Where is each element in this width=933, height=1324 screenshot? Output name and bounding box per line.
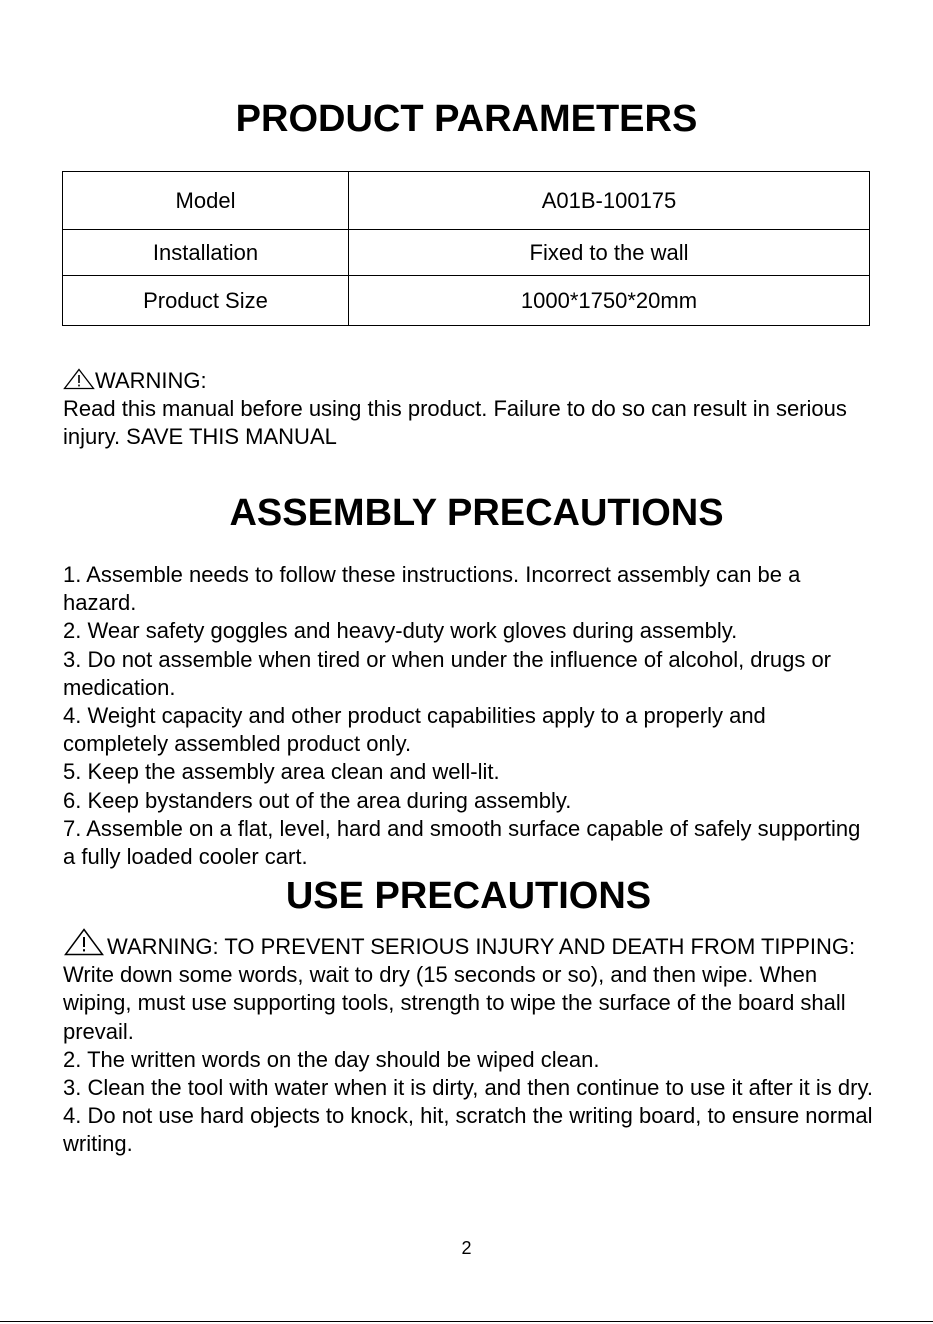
list-item: 4. Do not use hard objects to knock, hit, scratch the writing board, to ensure normal writing.: [63, 1103, 873, 1157]
param-label-model: Model: [63, 172, 349, 230]
list-item: 1. Assemble needs to follow these instructions. Incorrect assembly can be a hazard.: [63, 562, 801, 616]
bottom-divider: [0, 1321, 933, 1322]
table-row: [63, 276, 870, 326]
use-precautions-heading: USE PRECAUTIONS: [285, 875, 652, 917]
param-value-model: A01B-100175: [349, 172, 870, 230]
warning-text: Read this manual before using this product. Failure to do so can result in serious injury. SAVE THIS MANUAL: [63, 396, 847, 450]
warning-triangle-icon: [63, 928, 107, 956]
use-warning-line: [63, 928, 873, 961]
list-item: Write down some words, wait to dry (15 seconds or so), and then wipe. When wiping, must use supporting tools, strength to wipe the surface of the board shall prevail.: [63, 962, 846, 1044]
warning-title: WARNING:: [95, 368, 207, 393]
param-value-product-size: 1000*1750*20mm: [349, 276, 870, 326]
list-item: 3. Do not assemble when tired or when under the influence of alcohol, drugs or medication.: [63, 646, 832, 700]
use-warning-text: WARNING: TO PREVENT SERIOUS INJURY AND DEATH FROM TIPPING:: [107, 934, 856, 959]
warning-triangle-icon: [63, 368, 95, 390]
list-item: 4. Weight capacity and other product capabilities apply to a properly and completely assembled product only.: [63, 703, 766, 757]
list-item: 2. Wear safety goggles and heavy-duty work gloves during assembly.: [63, 618, 738, 644]
product-parameters-table: [62, 171, 870, 326]
list-item: 5. Keep the assembly area clean and well-lit.: [63, 759, 500, 785]
page-number: 2: [461, 1238, 472, 1258]
warning-title-line: [63, 367, 873, 395]
assembly-precautions-heading: ASSEMBLY PRECAUTIONS: [229, 492, 724, 534]
table-row: [63, 172, 870, 230]
list-item: 3. Clean the tool with water when it is dirty, and then continue to use it after it is dry.: [63, 1075, 873, 1101]
param-label-installation: Installation: [63, 230, 349, 276]
product-parameters-heading: PRODUCT PARAMETERS: [235, 98, 698, 140]
use-precautions-list: [63, 928, 873, 1159]
assembly-precautions-list: [63, 561, 873, 871]
list-item: 2. The written words on the day should be wiped clean.: [63, 1046, 600, 1072]
warning-section: [63, 367, 873, 452]
table-row: [63, 230, 870, 276]
list-item: 7. Assemble on a flat, level, hard and smooth surface capable of safely supporting a fully loaded cooler cart.: [63, 815, 861, 870]
list-item: 6. Keep bystanders out of the area during assembly.: [63, 787, 572, 813]
param-label-product-size: Product Size: [63, 276, 349, 326]
param-value-installation: Fixed to the wall: [349, 230, 870, 276]
